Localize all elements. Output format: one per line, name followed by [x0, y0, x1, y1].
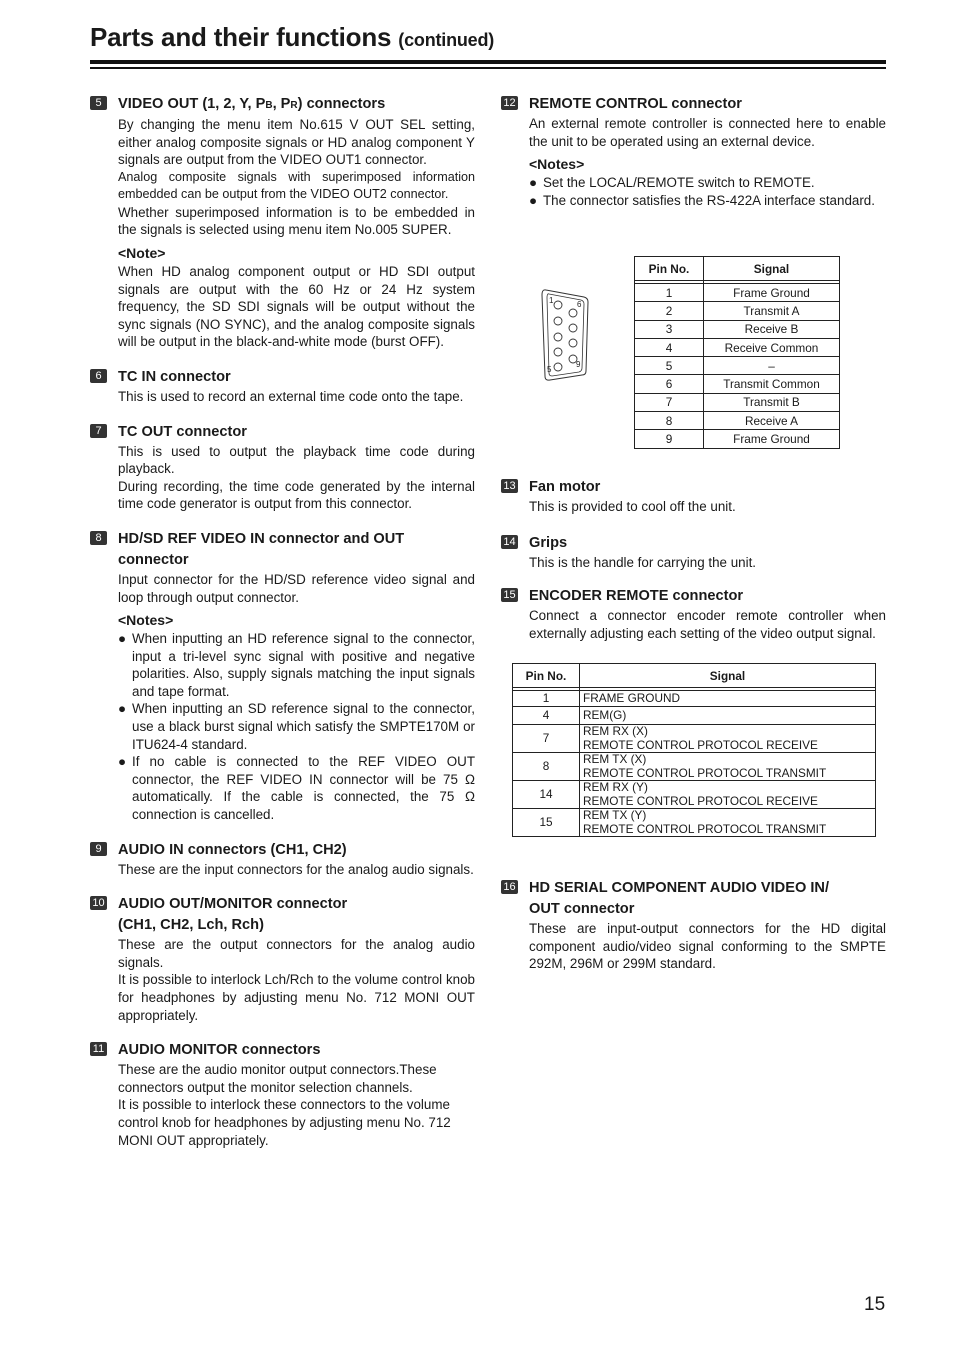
section-title: TC OUT connector — [118, 423, 247, 440]
table-row: 1 Frame Ground — [635, 284, 840, 302]
section-number: 13 — [501, 479, 518, 493]
paragraph: This is used to output the playback time code during playback. — [118, 443, 475, 477]
remote-pin-table — [634, 256, 840, 449]
section-number: 11 — [90, 1042, 107, 1056]
table-row: 6 Transmit Common — [635, 375, 840, 393]
section-number: 7 — [90, 424, 107, 438]
header-rule — [90, 60, 886, 64]
section-grips — [501, 533, 886, 572]
paragraph: It is possible to interlock these connectors to the volume control knob for headphones by adjusting menu No. 712 MONI OUT appropriately. — [118, 1097, 451, 1148]
note-item: ● When inputting an SD reference signal to the connector, use a black burst signal which satisfy the SMPTE170M or ITU624-4 standard. — [118, 701, 475, 752]
page-title-continued: (continued) — [398, 30, 495, 50]
paragraph: This is provided to cool off the unit. — [529, 499, 736, 514]
paragraph: During recording, the time code generated by the internal time code generator is output from this connector. — [118, 478, 475, 512]
note-item: ● If no cable is connected to the REF VIDEO OUT connector, the REF VIDEO IN connector will be 75 Ω automatically. If the cable is connected, the 75 Ω connection is cancelled. — [118, 754, 475, 823]
paragraph: These are the output connectors for the analog audio signals. — [118, 937, 475, 970]
notes-list — [118, 630, 475, 824]
section-title: Fan motor — [529, 479, 601, 495]
table-header: Pin No. — [513, 664, 580, 688]
section-number: 15 — [501, 588, 518, 602]
paragraph: It is possible to interlock Lch/Rch to the volume control knob for headphones by adjusting menu No. 712 MONI OUT appropriately. — [118, 972, 475, 1023]
section-title: ENCODER REMOTE connector — [529, 588, 744, 605]
table-row: 7 REM RX (X) REMOTE CONTROL PROTOCOL RECEIVE — [513, 725, 876, 753]
bullet-icon: ● — [529, 175, 538, 191]
paragraph: This is the handle for carrying the unit. — [529, 554, 757, 570]
paragraph: Whether superimposed information is to be embedded in the signals is selected using menu item No.005 SUPER. — [118, 204, 475, 238]
paragraph: An external remote controller is connected here to enable the unit to be operated using an external device. — [529, 116, 886, 149]
section-audio-in — [90, 840, 475, 879]
note-heading: <Note> — [118, 244, 166, 261]
table-row: 15 REM TX (Y) REMOTE CONTROL PROTOCOL TRANSMIT — [513, 809, 876, 837]
table-row: 8 Receive A — [635, 412, 840, 430]
left-column — [90, 94, 475, 1149]
section-ref-video — [90, 529, 475, 824]
right-column-lower — [501, 477, 886, 642]
page-title-text: Parts and their functions — [90, 22, 392, 52]
paragraph: This is used to record an external time code onto the tape. — [118, 388, 464, 404]
section-title: TC IN connector — [118, 368, 231, 385]
paragraph: Analog composite signals with superimposed information embedded can be output from the VIDEO OUT2 connector. — [118, 169, 475, 202]
bullet-icon: ● — [118, 754, 127, 770]
pin-9-label: 9 — [576, 360, 581, 369]
table-row: 3 Receive B — [635, 320, 840, 338]
note-item: ● The connector satisfies the RS-422A interface standard. — [529, 192, 875, 208]
table-row: 8 REM TX (X) REMOTE CONTROL PROTOCOL TRANSMIT — [513, 753, 876, 781]
table-row: 5 – — [635, 357, 840, 375]
section-title: AUDIO OUT/MONITOR connector (CH1, CH2, Lch, Rch) — [118, 896, 348, 934]
section-title: Grips — [529, 534, 568, 551]
table-header: Pin No. — [635, 257, 704, 281]
section-remote-control — [501, 94, 886, 209]
section-tc-out — [90, 422, 475, 513]
notes-heading: <Notes> — [118, 612, 174, 629]
section-number: 10 — [90, 896, 107, 910]
table-header: Signal — [580, 664, 876, 688]
section-number: 14 — [501, 535, 518, 549]
header-rule-thin — [90, 67, 886, 69]
section-title: HD/SD REF VIDEO IN connector and OUT connector — [118, 530, 405, 568]
section-number: 12 — [501, 96, 518, 110]
section-number: 16 — [501, 880, 518, 894]
pin-6-label: 6 — [577, 300, 582, 309]
paragraph: These are input-output connectors for the HD digital component audio/video signal conforming to the SMPTE 292M, 296M or 299M standard. — [529, 921, 886, 972]
section-title: HD SERIAL COMPONENT AUDIO VIDEO IN/ OUT connector — [529, 880, 830, 917]
bullet-icon: ● — [529, 192, 538, 208]
right-column — [501, 94, 886, 209]
pin-1-label: 1 — [549, 296, 554, 305]
table-row: 2 Transmit A — [635, 302, 840, 320]
section-number: 6 — [90, 369, 107, 383]
notes-heading: <Notes> — [529, 156, 585, 173]
table-header: Signal — [704, 257, 840, 281]
bullet-icon: ● — [118, 631, 127, 647]
section-encoder-remote — [501, 586, 886, 642]
pin-5-label: 5 — [547, 365, 552, 374]
table-row: 9 Frame Ground — [635, 430, 840, 448]
page-number: 15 — [864, 1294, 886, 1315]
note-text: When HD analog component output or HD SDI output signals are output with the 60 Hz or 24 Hz system frequency, the SD SDI signals will be output without the sync signals (NO SYNC), and the analog composite signals will be output in the black-and-white mode (burst OFF). — [118, 263, 475, 350]
paragraph: These are the audio monitor output connectors.These connectors output the monitor selection channels. — [118, 1062, 437, 1095]
table-row: 4 Receive Common — [635, 338, 840, 356]
section-video-out — [90, 94, 475, 351]
section-fan-motor — [501, 477, 886, 516]
table-row: 4 REM(G) — [513, 707, 876, 725]
notes-list — [529, 174, 886, 209]
note-item: ● When inputting an HD reference signal to the connector, input a tri-level sync signal with positive and negative polarities. Also, supply signals matching the input signals and tape format. — [118, 631, 475, 699]
table-row: 7 Transmit B — [635, 393, 840, 411]
paragraph: Input connector for the HD/SD reference video signal and loop through output connector. — [118, 571, 475, 605]
paragraph: Connect a connector encoder remote controller when externally adjusting each setting of the video output signal. — [529, 608, 886, 641]
section-title: AUDIO MONITOR connectors — [118, 1042, 321, 1059]
section-title: VIDEO OUT (1, 2, Y, PB, PR) connectors — [118, 96, 386, 112]
note-item: ● Set the LOCAL/REMOTE switch to REMOTE. — [529, 175, 815, 191]
section-audio-monitor — [90, 1040, 475, 1149]
section-number: 9 — [90, 842, 107, 856]
section-audio-out — [90, 894, 475, 1024]
right-column-bottom — [501, 878, 886, 973]
section-tc-in — [90, 367, 475, 406]
table-row: 14 REM RX (Y) REMOTE CONTROL PROTOCOL RECEIVE — [513, 781, 876, 809]
section-number: 8 — [90, 531, 107, 545]
section-title: AUDIO IN connectors (CH1, CH2) — [118, 841, 347, 858]
dsub-9pin-connector-icon — [540, 287, 590, 382]
table-row: 1 FRAME GROUND — [513, 691, 876, 707]
paragraph: These are the input connectors for the analog audio signals. — [118, 861, 474, 877]
encoder-pin-table — [512, 663, 876, 837]
paragraph: By changing the menu item No.615 V OUT SEL setting, either analog composite signals or HD analog component Y signals are output from the VIDEO OUT1 connector. — [118, 117, 475, 168]
page-title — [90, 22, 494, 53]
bullet-icon: ● — [118, 701, 127, 717]
section-title: REMOTE CONTROL connector — [529, 96, 742, 112]
section-number: 5 — [90, 96, 107, 110]
section-hd-serial — [501, 878, 886, 973]
